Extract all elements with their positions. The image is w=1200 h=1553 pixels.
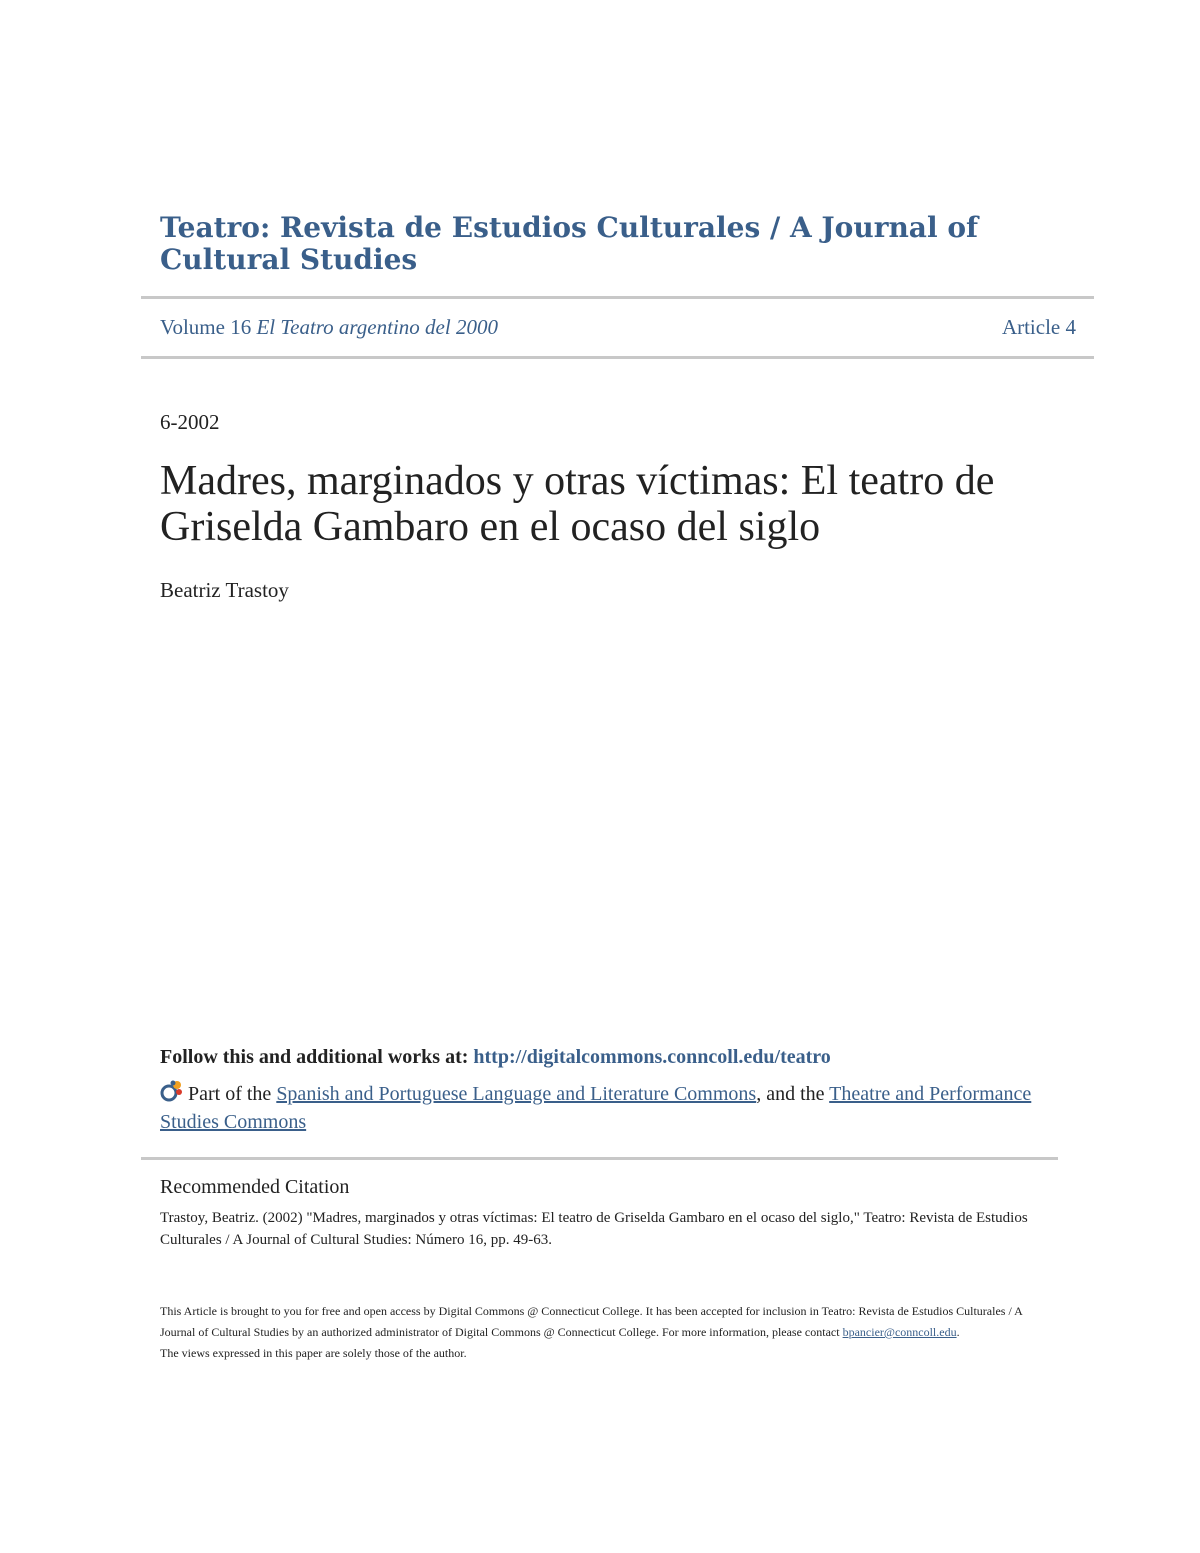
volume-label[interactable]: Volume 16 <box>160 315 252 339</box>
author-name: Beatriz Trastoy <box>160 578 289 602</box>
part-of-commons <box>160 1080 1040 1136</box>
citation-heading: Recommended Citation <box>160 1176 350 1198</box>
citation-text: Trastoy, Beatriz. (2002) "Madres, marginados y otras víctimas: El teatro de Griselda Gambaro en el ocaso del siglo," Teatro: Revista de Estudios Culturales / A Journal of Cultural Studies: Número 16, pp. 49-63. <box>160 1210 1028 1248</box>
access-notice-paragraph <box>160 1301 1040 1343</box>
volume-issue-line[interactable] <box>160 315 498 340</box>
access-notice <box>160 1301 1040 1364</box>
article-number[interactable]: Article 4 <box>1001 315 1076 339</box>
divider-middle <box>141 356 1094 359</box>
network-commons-icon <box>160 1080 184 1104</box>
publication-date: 6-2002 <box>160 410 220 434</box>
divider-top <box>141 296 1094 299</box>
contact-email-link[interactable]: bpancier@conncoll.edu <box>842 1325 957 1339</box>
spanish-portuguese-commons-link[interactable]: Spanish and Portuguese Language and Literature Commons <box>276 1083 757 1105</box>
theatre-performance-commons-link[interactable]: Theatre and Performance Studies Commons <box>160 1083 1032 1133</box>
divider-bottom <box>141 1157 1058 1160</box>
part-of-prefix: Part of the <box>188 1083 277 1105</box>
part-of-middle: , and the <box>756 1083 830 1105</box>
journal-title[interactable]: Teatro: Revista de Estudios Culturales / A Journal of Cultural Studies <box>160 211 979 276</box>
article-title: Madres, marginados y otras víctimas: El teatro de Griselda Gambaro en el ocaso del siglo <box>160 458 995 550</box>
views-disclaimer: The views expressed in this paper are solely those of the author. <box>160 1346 467 1360</box>
access-notice-end: . <box>956 1325 960 1339</box>
issue-title[interactable]: El Teatro argentino del 2000 <box>256 315 498 339</box>
access-notice-text: This Article is brought to you for free and open access by Digital Commons @ Connecticut College. It has been accepted for inclusion in Teatro: Revista de Estudios Culturales / A Journal of Cultural Studies by an authorized administrator of Digital Commons @ Connecticut College. For more information, please contact <box>160 1304 1023 1339</box>
follow-works-line <box>160 1046 831 1069</box>
repository-link[interactable]: http://digitalcommons.conncoll.edu/teatro <box>473 1046 831 1068</box>
follow-prefix: Follow this and additional works at: <box>160 1046 474 1068</box>
